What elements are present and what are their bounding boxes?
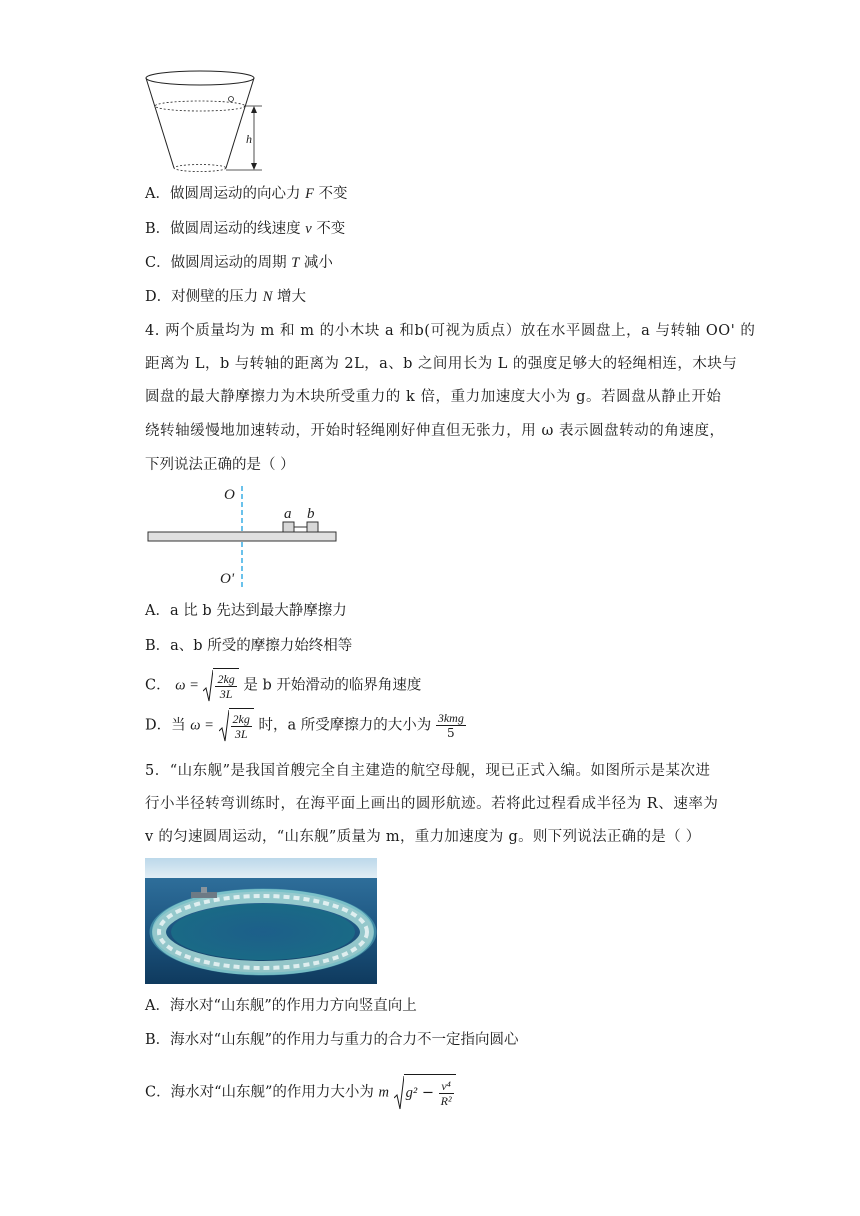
- axis-label-o-prime: O': [220, 571, 235, 587]
- disc-figure: [140, 482, 350, 594]
- q4-stem-line-5: 下列说法正确的是（ ）: [145, 457, 295, 473]
- force-expression: m g² − $\frac{\text{v⁴}}{\text{R²}}$: [379, 1074, 456, 1111]
- q4-stem-line-2: 距离为 L，b 与转轴的距离为 2L，a、b 之间用长为 L 的强度足够大的轻绳相连，木块与: [145, 356, 738, 372]
- cone-figure: [140, 62, 280, 178]
- q3-option-c: C．做圆周运动的周期 T 减小: [145, 255, 333, 271]
- h-label: h: [246, 132, 252, 146]
- block-b: [307, 522, 318, 532]
- aircraft-carrier-photo: [145, 858, 377, 984]
- q3-option-b: B．做圆周运动的线速度 v 不变: [145, 221, 346, 237]
- friction-fraction: $\frac{\text{3kmg}}{5}$: [437, 711, 464, 740]
- q4-stem-line-1: 4. 两个质量均为 m 和 m 的小木块 a 和b(可视为质点）放在水平圆盘上，a 与转轴 OO' 的: [145, 323, 756, 339]
- block-b-label: b: [307, 506, 315, 522]
- omega-expression-c: ω = $\frac{2kg}{3L}$: [175, 668, 239, 703]
- q4-option-a: A．a 比 b 先达到最大静摩擦力: [145, 603, 347, 619]
- cone-bottom: [174, 165, 226, 172]
- cone-left-wall: [146, 78, 174, 168]
- q4-stem-line-3: 圆盘的最大静摩擦力为木块所受重力的 k 倍，重力加速度大小为 g。若圆盘从静止开始: [145, 389, 722, 405]
- q4-stem-line-4: 绕转轴缓慢地加速转动，开始时轻绳刚好伸直但无张力，用 ω 表示圆盘转动的角速度，: [145, 423, 725, 439]
- q5-stem-line-2: 行小半径转弯训练时，在海平面上画出的圆形航迹。若将此过程看成半径为 R、速率为: [145, 796, 719, 812]
- block-a: [283, 522, 294, 532]
- h-arrow-down: [251, 163, 257, 170]
- q4-option-c: C． ω = $\frac{2kg}{3L}$ 是 b 开始滑动的临界角速度: [145, 668, 421, 703]
- q5-option-c: C．海水对“山东舰”的作用力大小为 m g² − $\frac{\text{v⁴}}{\text{R²}}$: [145, 1074, 456, 1111]
- omega-expression-d: ω = $\frac{2kg}{3L}$: [190, 708, 254, 743]
- h-arrow-up: [251, 106, 257, 113]
- q5-stem-line-3: v 的匀速圆周运动，“山东舰”质量为 m，重力加速度为 g。则下列说法正确的是（ ）: [145, 829, 701, 845]
- small-ball: [229, 97, 234, 102]
- q4-option-d: D．当 ω = $\frac{2kg}{3L}$ 时，a 所受摩擦力的大小为 $\frac{\text{3kmg}}{5}$: [145, 708, 466, 743]
- cone-top-rim: [146, 71, 254, 85]
- q3-option-a: A．做圆周运动的向心力 F 不变: [145, 186, 348, 202]
- q4-option-b: B．a、b 所受的摩擦力始终相等: [145, 638, 353, 654]
- cone-right-wall: [226, 78, 254, 168]
- axis-label-o: O: [224, 487, 235, 503]
- q5-option-a: A．海水对“山东舰”的作用力方向竖直向上: [145, 998, 417, 1014]
- disc: [148, 532, 336, 541]
- block-a-label: a: [284, 506, 292, 522]
- q5-option-b: B．海水对“山东舰”的作用力与重力的合力不一定指向圆心: [145, 1032, 519, 1048]
- q5-stem-line-1: 5．“山东舰”是我国首艘完全自主建造的航空母舰，现已正式入编。如图所示是某次进: [145, 763, 711, 779]
- q3-option-d: D．对侧壁的压力 N 增大: [145, 289, 307, 305]
- cone-water-level: [155, 101, 245, 111]
